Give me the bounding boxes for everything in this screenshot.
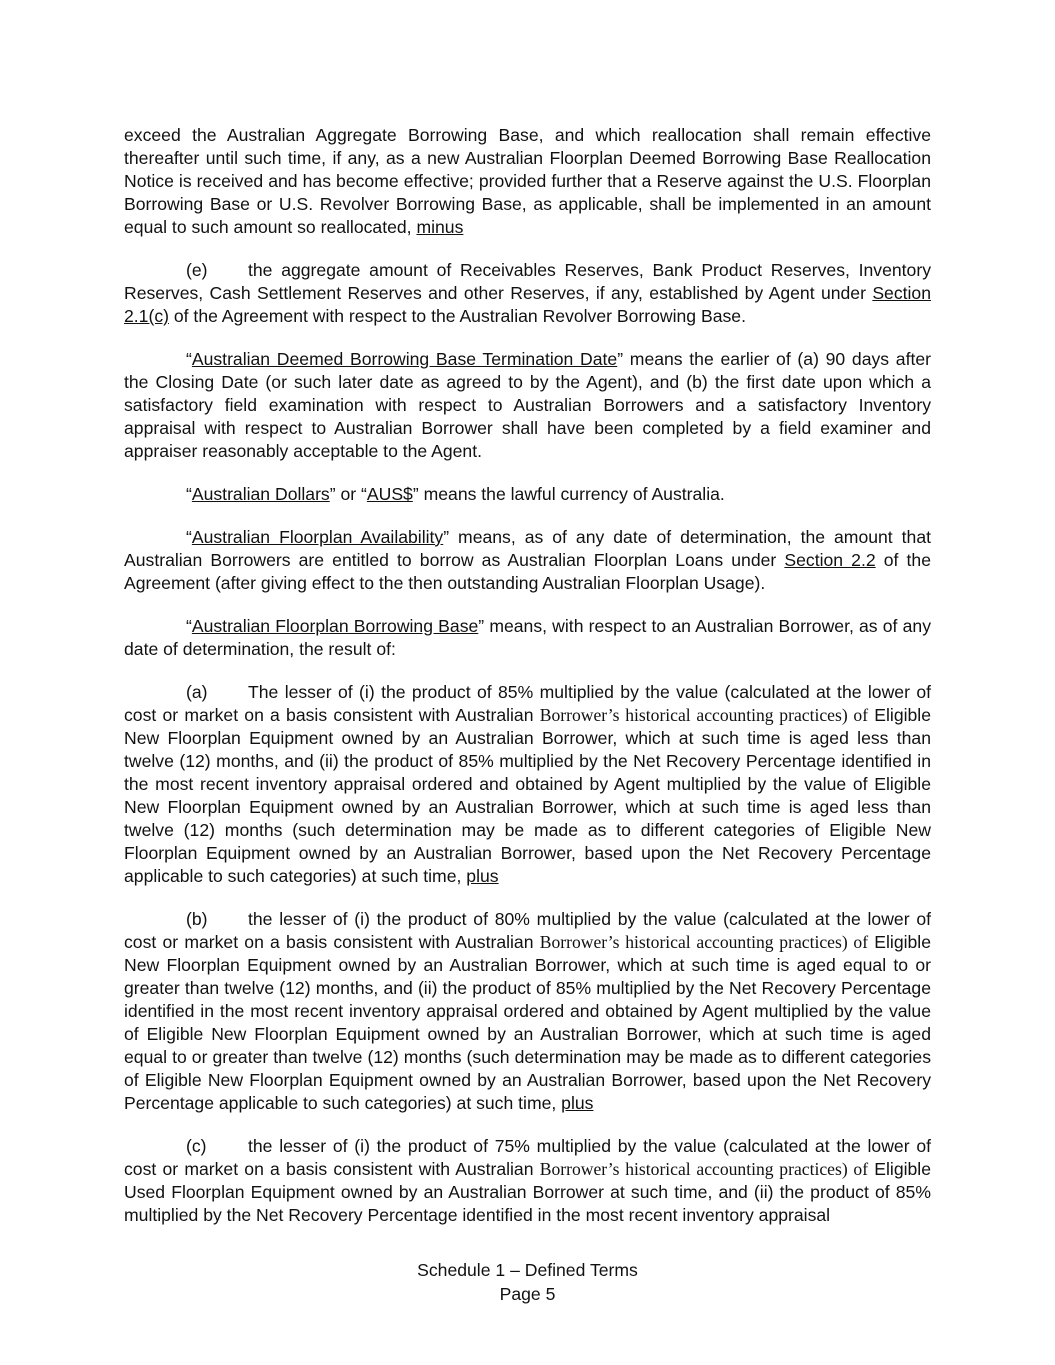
page-footer — [0, 1258, 1055, 1306]
definition-text: ” means, as of any date of determination, the amount that Australian Borrowers are entitled to borrow as Australian Floorplan Loans under — [124, 527, 932, 570]
open-quote: “ — [186, 484, 192, 504]
clause-a — [124, 681, 931, 888]
schedule-title: Schedule 1 – Defined Terms — [417, 1260, 638, 1280]
clause-label: (c) — [186, 1136, 207, 1156]
clause-c — [124, 1135, 931, 1227]
clause-label: (a) — [186, 682, 208, 702]
clause-b — [124, 908, 931, 1115]
section-reference: Section 2.1(c) — [124, 283, 931, 326]
defined-term: Australian Floorplan Borrowing Base — [191, 616, 479, 636]
clause-label: (b) — [186, 909, 208, 929]
definition-text: of the Agreement (after giving effect to the then outstanding Australian Floorplan Usage). — [124, 550, 931, 593]
definition-floorplan-borrowing-base — [124, 615, 931, 661]
section-reference: Section 2.2 — [784, 550, 876, 570]
clause-text: Eligible New Floorplan Equipment owned by an Australian Borrower, which at such time is aged equal to or greater than twelve (12) months, and (ii) the product of 85% multiplied by the Net Recovery Percentage identified in the most recent inventory appraisal ordered and obtained by Agent multiplied by the value of Eligible New Floorplan Equipment owned by an Australian Borrower, which at such time is aged equal to or greater than twelve (12) months (such determination may be made as to different categories of Eligible New Floorplan Equipment owned by an Australian Borrower, based upon the Net Recovery Percentage applicable to such categories) at such time, — [124, 932, 931, 1113]
defined-term: Australian Dollars — [191, 484, 330, 504]
clause-text: The lesser of (i) the product of 85% multiplied by the value (calculated at the lower of cost or market on a basis consistent with Australian — [124, 682, 931, 725]
paragraph-text: exceed the Australian Aggregate Borrowing Base, and which reallocation shall remain effective thereafter until such time, if any, as a new Australian Floorplan Deemed Borrowing Base Reallocation Notice is received and has become effective; provided further that a Reserve against the U.S. Floorplan Borrowing Base or U.S. Revolver Borrowing Base, as applicable, shall be implemented in an amount equal to such amount so reallocated, — [124, 125, 931, 237]
clause-text: Eligible New Floorplan Equipment owned by an Australian Borrower, which at such time is aged less than twelve (12) months, and (ii) the product of 85% multiplied by the Net Recovery Percentage identified in the most recent inventory appraisal ordered and obtained by Agent multiplied by the value of Eligible New Floorplan Equipment owned by an Australian Borrower, which at such time is aged less than twelve (12) months (such determination may be made as to different categories of Eligible New Floorplan Equipment owned by an Australian Borrower, based upon the Net Recovery Percentage applicable to such categories) at such time, — [124, 705, 931, 886]
clause-label: (e) — [186, 260, 208, 280]
clause-text: the aggregate amount of Receivables Reserves, Bank Product Reserves, Inventory Reserves, Cash Settlement Reserves and other Reserves, if any, established by Agent under — [124, 260, 931, 303]
document-page — [124, 124, 931, 1247]
plus-term: plus — [466, 866, 499, 886]
clause-text-serif: Borrower’s historical accounting practices) of — [539, 705, 869, 725]
definition-text: ” means the earlier of (a) 90 days after the Closing Date (or such later date as agreed to by the Agent), and (b) the first date upon which a satisfactory field examination with respect to Australian Borrowers and a satisfactory Inventory appraisal with respect to Australian Borrower shall have been completed by a field examiner and appraiser reasonably acceptable to the Agent. — [124, 349, 931, 461]
clause-text: Eligible Used Floorplan Equipment owned by an Australian Borrower at such time, and (ii) the product of 85% multiplied by the Net Recovery Percentage identified in the most recent inventory appraisal — [124, 1159, 931, 1225]
paragraph-continuation — [124, 124, 931, 239]
open-quote: “ — [186, 349, 192, 369]
clause-text: the lesser of (i) the product of 80% multiplied by the value (calculated at the lower of cost or market on a basis consistent with Australian — [124, 909, 931, 952]
definition-text: ” means the lawful currency of Australia. — [412, 484, 725, 504]
definition-floorplan-availability — [124, 526, 931, 595]
defined-term: Australian Deemed Borrowing Base Termination Date — [191, 349, 618, 369]
minus-term: minus — [416, 217, 464, 237]
defined-term: Australian Floorplan Availability — [191, 527, 444, 547]
defined-term: AUS$ — [366, 484, 413, 504]
clause-text-serif: Borrower’s historical accounting practices) of — [539, 932, 869, 952]
definition-deemed-termination-date — [124, 348, 931, 463]
definition-text: ” or “ — [329, 484, 367, 504]
open-quote: “ — [186, 616, 192, 636]
clause-text-serif: Borrower’s historical accounting practices) of — [539, 1159, 869, 1179]
page-number: Page 5 — [499, 1284, 556, 1304]
clause-text: the lesser of (i) the product of 75% multiplied by the value (calculated at the lower of cost or market on a basis consistent with Australian — [124, 1136, 931, 1179]
definition-australian-dollars — [124, 483, 931, 506]
open-quote: “ — [186, 527, 192, 547]
plus-term: plus — [561, 1093, 594, 1113]
clause-text: of the Agreement with respect to the Australian Revolver Borrowing Base. — [168, 306, 746, 326]
definition-text: ” means, with respect to an Australian Borrower, as of any date of determination, the result of: — [124, 616, 931, 659]
clause-e — [124, 259, 931, 328]
